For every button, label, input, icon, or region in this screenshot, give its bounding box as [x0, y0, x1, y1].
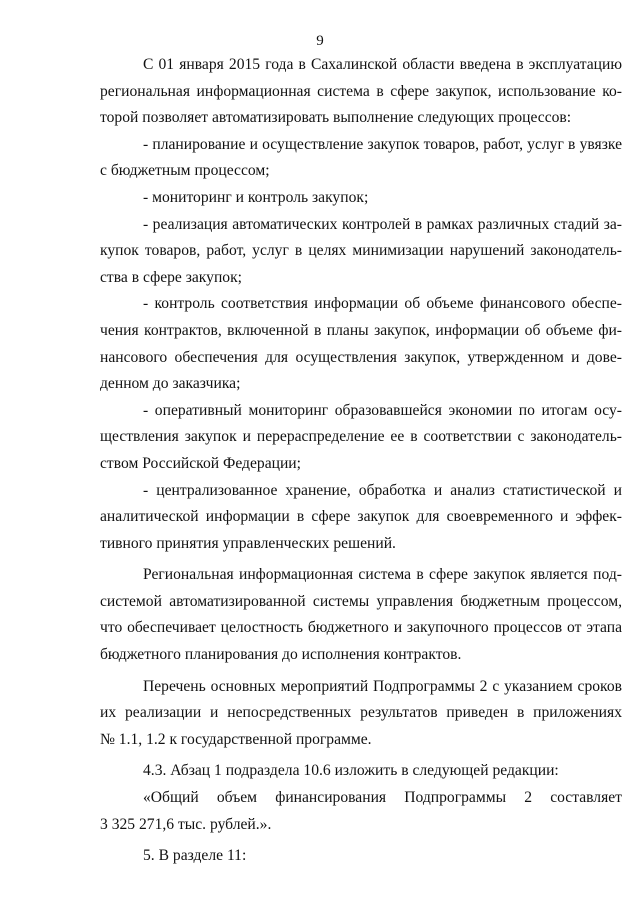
paragraph — [100, 785, 622, 838]
paragraph — [100, 758, 622, 785]
text-line: денном до заказчика; — [100, 375, 241, 393]
text-line: тивного принятия управленческих решений. — [100, 534, 396, 552]
page-number: 9 — [316, 33, 324, 49]
paragraph — [100, 185, 622, 212]
text-line: нансового обеспечения для осуществления закупок, утвержденном и дове- — [100, 348, 622, 366]
text-line: чения контрактов, включенной в планы закупок, информации об объеме фи- — [100, 321, 622, 339]
document-body — [100, 52, 622, 870]
text-line: - планирование и осуществление закупок товаров, работ, услуг в увязке — [143, 135, 622, 153]
paragraph — [100, 132, 622, 185]
text-line: 5. В разделе 11: — [143, 847, 247, 865]
text-line: - централизованное хранение, обработка и анализ статистической и — [143, 481, 622, 499]
text-line: - реализация автоматических контролей в рамках различных стадий за- — [143, 215, 622, 233]
paragraph — [100, 674, 622, 754]
text-line: «Общий объем финансирования Подпрограммы 2 составляет — [143, 789, 622, 807]
text-line: - оперативный мониторинг образовавшейся экономии по итогам осу- — [143, 401, 622, 419]
text-line: 4.3. Абзац 1 подраздела 10.6 изложить в следующей редакции: — [143, 762, 559, 780]
paragraph — [100, 212, 622, 292]
text-line: аналитической информации в сфере закупок для своевременного и эффек- — [100, 508, 622, 526]
text-line: их реализации и непосредственных результатов приведен в приложениях — [100, 704, 622, 722]
text-line: ством Российской Федерации; — [100, 454, 301, 472]
text-line: 3 325 271,6 тыс. рублей.». — [100, 815, 272, 833]
text-line: купок товаров, работ, услуг в целях минимизации нарушений законодатель- — [100, 242, 622, 260]
text-line: № 1.1, 1.2 к государственной программе. — [100, 730, 372, 748]
paragraph — [100, 843, 622, 870]
text-line: Региональная информационная система в сфере закупок является под- — [143, 566, 622, 584]
text-line: системой автоматизированной системы управления бюджетным процессом, — [100, 592, 622, 610]
text-line: Перечень основных мероприятий Подпрограммы 2 с указанием сроков — [143, 677, 622, 695]
text-line: что обеспечивает целостность бюджетного и закупочного процессов от этапа — [100, 619, 622, 637]
text-line: - контроль соответствия информации об объеме финансового обеспе- — [143, 295, 622, 313]
paragraph — [100, 398, 622, 478]
paragraph — [100, 291, 622, 397]
text-line: ществления закупок и перераспределение ее в соответствии с законодатель- — [100, 428, 622, 446]
text-line: - мониторинг и контроль закупок; — [143, 188, 369, 206]
paragraph — [100, 478, 622, 558]
text-line: региональная информационная система в сфере закупок, использование ко- — [100, 82, 622, 100]
text-line: бюджетного планирования до исполнения контрактов. — [100, 646, 462, 664]
text-line: С 01 января 2015 года в Сахалинской области введена в эксплуатацию — [143, 56, 622, 73]
text-line: с бюджетным процессом; — [100, 162, 270, 180]
text-line: торой позволяет автоматизировать выполнение следующих процессов: — [100, 109, 572, 127]
paragraph — [100, 52, 622, 132]
text-line: ства в сфере закупок; — [100, 268, 243, 286]
paragraph — [100, 562, 622, 668]
